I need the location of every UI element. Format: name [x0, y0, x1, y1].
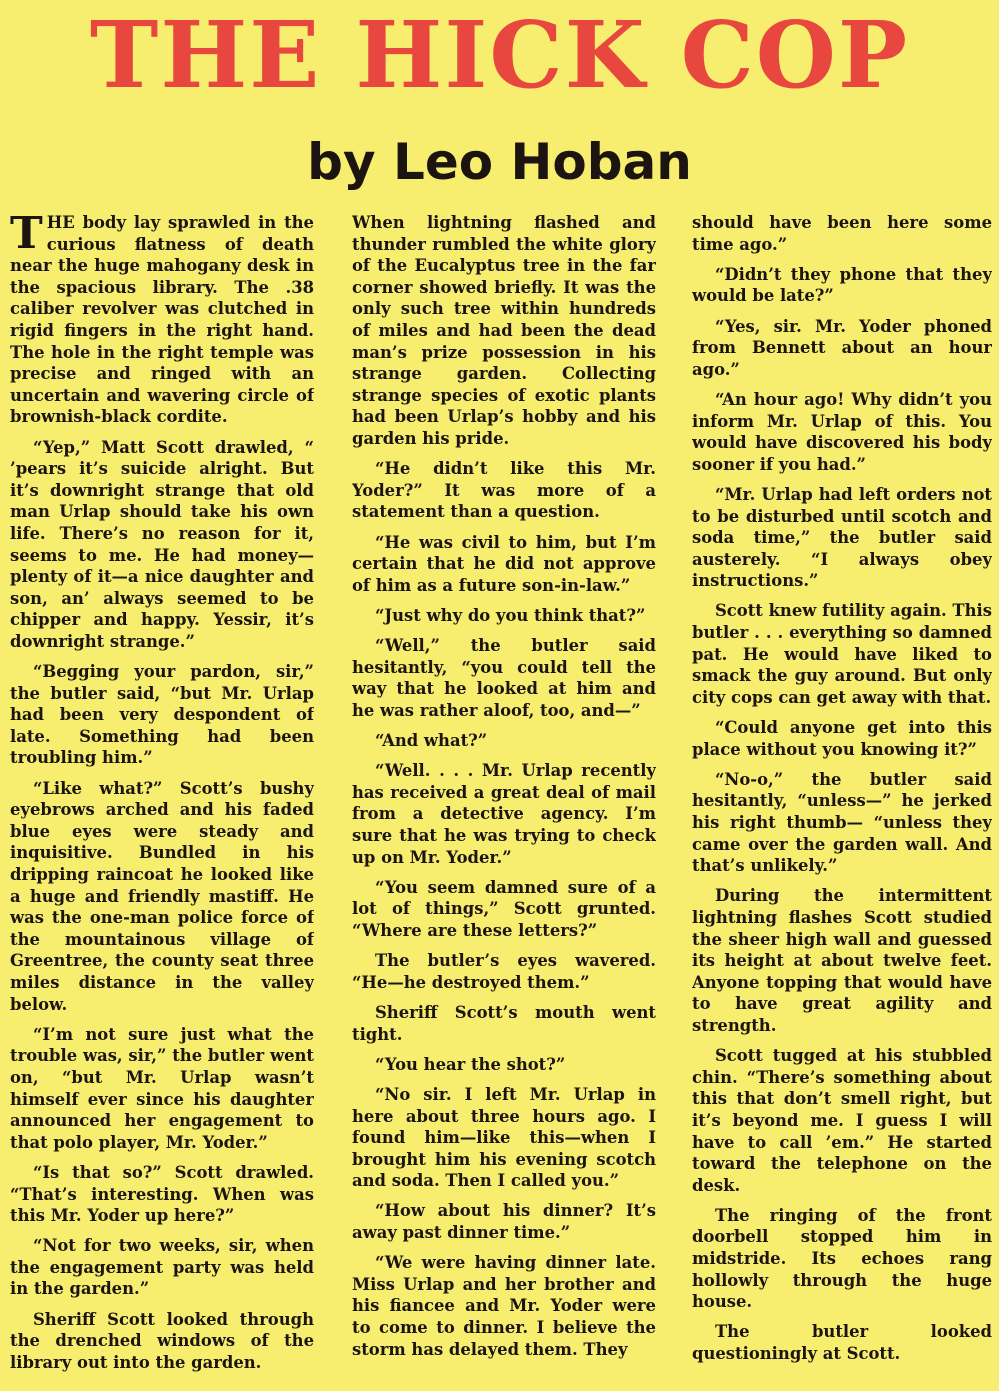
drop-cap: T	[10, 212, 43, 259]
paragraph	[692, 885, 992, 1036]
paragraph-text: “You seem damned sure of a lot of things,” Scott grunted. “Where are these letters?”	[352, 877, 656, 940]
paragraph-text: The butler looked questioningly at Scott.	[692, 1322, 992, 1364]
paragraph	[10, 437, 314, 653]
paragraph-text: Scott knew futility again. This butler . . . everything so damned pat. He would have liked to smack the guy around. But only city cops can get away with that.	[692, 601, 992, 707]
paragraph-text: “I’m not sure just what the trouble was, sir,” the butler went on, “but Mr. Urlap wasn’t himself ever since his daughter announced her engagement to that polo player, Mr. Yoder.”	[10, 1024, 314, 1152]
story-title: THE HICK COP	[89, 1, 910, 109]
paragraph	[352, 730, 656, 752]
paragraph-text: “Yes, sir. Mr. Yoder phoned from Bennett about an hour ago.”	[692, 316, 992, 379]
paragraph	[352, 605, 656, 627]
text-column-1	[10, 212, 314, 1382]
paragraph	[352, 1002, 656, 1045]
paragraph	[10, 1235, 314, 1300]
paragraph-text: The butler’s eyes wavered. “He—he destroyed them.”	[352, 951, 656, 992]
paragraph	[352, 635, 656, 721]
paragraph	[692, 1321, 992, 1364]
paragraph-text: “Just why do you think that?”	[374, 605, 646, 625]
paragraph	[10, 1162, 314, 1227]
paragraph-text: “He didn’t like this Mr. Yoder?” It was more of a statement than a question.	[352, 459, 656, 522]
paragraph-text: “Didn’t they phone that they would be late?”	[692, 264, 992, 306]
paragraph-text: During the intermittent lightning flashes Scott studied the sheer high wall and guessed its height at about twelve feet. Anyone topping that would have to have great agility and strength.	[692, 886, 992, 1035]
paragraph-text: The ringing of the front doorbell stopped him in midstride. Its echoes rang hollowly through the huge house.	[692, 1205, 992, 1312]
paragraph	[352, 1054, 656, 1076]
paragraph	[692, 1045, 992, 1196]
paragraph-text: “No sir. I left Mr. Urlap in here about three hours ago. I found him—like this—when I brought him his evening scotch and soda. Then I called you.”	[352, 1084, 656, 1191]
text-column-3	[692, 212, 992, 1382]
paragraph-text: When lightning flashed and thunder rumbled the white glory of the Eucalyptus tree in the far corner showed briefly. It was the only such tree within hundreds of miles and had been the dead man’s prize possession in his strange garden. Collecting strange species of exotic plants had been Urlap’s hobby and his garden his pride.	[352, 213, 656, 448]
paragraph-text: should have been here some time ago.”	[692, 213, 992, 254]
paragraph	[352, 1252, 656, 1360]
paragraph-text: “No-o,” the butler said hesitantly, “unless—” he jerked his right thumb— “unless they came over the garden wall. And that’s unlikely.”	[692, 769, 992, 876]
paragraph	[352, 1200, 656, 1243]
paragraph-text: “We were having dinner late. Miss Urlap and her brother and his fiancee and Mr. Yoder were to come to dinner. I believe the storm has delayed them. They	[352, 1253, 656, 1359]
paragraph-text: “Not for two weeks, sir, when the engagement party was held in the garden.”	[10, 1236, 314, 1299]
paragraph-text: “Mr. Urlap had left orders not to be disturbed until scotch and soda time,” the butler said austerely. “I always obey instructions.”	[692, 484, 992, 591]
paragraph-text: “An hour ago! Why didn’t you inform Mr. Urlap of this. You would have discovered his body sooner if you had.”	[692, 389, 992, 474]
paragraph-text: “Could anyone get into this place without you knowing it?”	[692, 718, 992, 759]
paragraph-text: “And what?”	[374, 731, 488, 751]
paragraph	[352, 458, 656, 523]
paragraph-text: “You hear the shot?”	[374, 1054, 566, 1074]
paragraph-text: “How about his dinner? It’s away past dinner time.”	[352, 1201, 656, 1243]
paragraph	[352, 877, 656, 942]
paragraph	[692, 1205, 992, 1313]
paragraph-text: “Like what?” Scott’s bushy eyebrows arched and his faded blue eyes were steady and inquisitive. Bundled in his dripping raincoat he looked like a huge and friendly mastiff. He was the one-man police force of the mountainous village of Greentree, the county seat three miles distance in the valley below.	[10, 778, 314, 1014]
paragraph-text: Scott tugged at his stubbled chin. “There’s something about this that don’t smell right, but it’s beyond me. I guess I will have to call ’em.” He started toward the telephone on the desk.	[692, 1046, 992, 1195]
paragraph-text: “Well. . . . Mr. Urlap recently has received a great deal of mail from a detective agency. I’m sure that he was trying to check up on Mr. Yoder.”	[352, 761, 656, 867]
paragraph	[692, 600, 992, 708]
paragraph-text: HE body lay sprawled in the curious flatness of death near the huge mahogany desk in the spacious library. The .38 caliber revolver was clutched in rigid fingers in the right hand. The hole in the right temple was precise and ringed with an uncertain and wavering circle of brownish-black cordite.	[10, 213, 314, 427]
paragraph-text: Sheriff Scott looked through the drenched windows of the library out into the garden.	[10, 1309, 314, 1372]
paragraph	[352, 1084, 656, 1192]
paragraph-text: “Begging your pardon, sir,” the butler said, “but Mr. Urlap had been very despondent of late. Something had been troubling him.”	[10, 662, 314, 768]
paragraph	[692, 717, 992, 760]
paragraph	[692, 212, 992, 255]
paragraph-text: “Well,” the butler said hesitantly, “you could tell the way that he looked at him and he was rather aloof, too, and—”	[352, 636, 656, 720]
paragraph	[10, 1309, 314, 1374]
paragraph	[10, 778, 314, 1016]
author-byline: by Leo Hoban	[307, 133, 692, 191]
paragraph	[352, 532, 656, 597]
text-column-2	[352, 212, 656, 1382]
paragraph-text: “Is that so?” Scott drawled. “That’s interesting. When was this Mr. Yoder up here?”	[10, 1162, 314, 1226]
paragraph	[10, 1024, 314, 1154]
paragraph-text: Sheriff Scott’s mouth went tight.	[352, 1002, 656, 1044]
paragraph	[692, 484, 992, 592]
paragraph	[692, 769, 992, 877]
paragraph	[692, 264, 992, 307]
paragraph	[10, 661, 314, 769]
paragraph	[10, 212, 314, 428]
paragraph	[692, 389, 992, 475]
paragraph-text: “Yep,” Matt Scott drawled, “ ’pears it’s suicide alright. But it’s downright strange that old man Urlap should take his own life. There’s no reason for it, seems to me. He had money—plenty of it—a nice daughter and son, an’ always seemed to be chipper and happy. Yessir, it’s downright strange.”	[10, 437, 314, 651]
paragraph	[352, 212, 656, 450]
paragraph	[352, 760, 656, 868]
paragraph-text: “He was civil to him, but I’m certain that he did not approve of him as a future son-in-law.”	[352, 532, 656, 595]
paragraph	[352, 950, 656, 993]
paragraph	[692, 316, 992, 381]
